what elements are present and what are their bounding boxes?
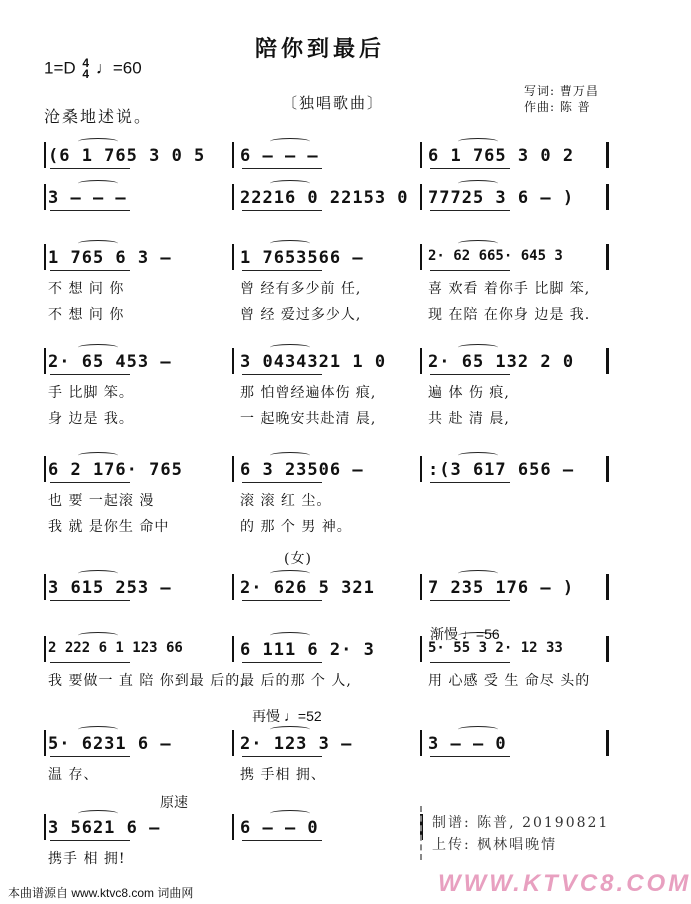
measure-notes: 2· 123 3 –	[240, 734, 353, 754]
slur	[270, 570, 310, 577]
notation-credit: 制谱: 陈普, 20190821	[432, 815, 610, 831]
barline	[606, 184, 609, 210]
slur	[78, 344, 118, 351]
barline	[606, 636, 609, 662]
slur	[78, 240, 118, 247]
lyric-line: 携 手相 拥、	[240, 767, 326, 783]
upload-credit: 上传: 枫林唱晚情	[432, 837, 558, 853]
barline	[606, 348, 609, 374]
barline	[44, 184, 46, 210]
watermark-logo: WWW.KTVC8.COM	[438, 870, 691, 897]
key-signature	[44, 58, 142, 80]
note-beam	[430, 600, 510, 601]
lyric-line: 遍 体 伤 痕,	[428, 385, 510, 401]
second-ritardando-marking	[252, 706, 322, 726]
barline	[44, 730, 46, 756]
note-beam	[242, 662, 322, 663]
lyric-line: 曾 经 爱过多少人,	[240, 307, 362, 323]
lyric-line: 不 想 问 你	[48, 281, 125, 297]
lyricist-credit: 写词: 曹万昌	[524, 84, 599, 98]
slur	[458, 138, 498, 145]
lyric-line: 的 那 个 男 神。	[240, 519, 352, 535]
measure-notes: 2· 626 5 321	[240, 578, 375, 598]
note-beam	[430, 374, 510, 375]
measure-notes: 3 0434321 1 0	[240, 352, 387, 372]
note-beam	[242, 756, 322, 757]
barline	[232, 636, 234, 662]
barline	[232, 730, 234, 756]
lyric-line: 一 起晚安共赴清 晨,	[240, 411, 377, 427]
measure-notes: 2· 62 665· 645 3	[428, 248, 563, 264]
slur	[270, 810, 310, 817]
note-beam	[50, 840, 130, 841]
measure-notes: 6 – – 0	[240, 818, 319, 838]
note-beam	[50, 270, 130, 271]
measure-notes: 3 – – 0	[428, 734, 507, 754]
measure-notes: (6 1 765 3 0 5	[48, 146, 206, 166]
note-beam	[430, 482, 510, 483]
barline	[232, 456, 234, 482]
lyric-line: 现 在陪 在你身 边是 我.	[428, 307, 591, 323]
measure-notes: 5· 55 3 2· 12 33	[428, 640, 563, 656]
measure-notes: 1 7653566 –	[240, 248, 364, 268]
time-top: 4	[82, 56, 90, 70]
lyric-line: 携手 相 拥!	[48, 851, 126, 867]
note-beam	[430, 756, 510, 757]
slur	[78, 138, 118, 145]
barline	[44, 636, 46, 662]
second-ritardando-label: 再慢	[252, 708, 280, 724]
lyric-line: 最 后的那 个 人,	[240, 673, 352, 689]
barline	[44, 244, 46, 270]
watermark-source: 本曲谱源自 www.ktvc8.com 词曲网	[8, 886, 194, 900]
composer-credit: 作曲: 陈 普	[524, 100, 591, 114]
note-beam	[50, 600, 130, 601]
note-beam	[50, 482, 130, 483]
measure-notes: 1 765 6 3 –	[48, 248, 172, 268]
slur	[458, 452, 498, 459]
time-bottom: 4	[82, 67, 90, 81]
slur	[78, 632, 118, 639]
barline	[420, 574, 422, 600]
slur	[270, 452, 310, 459]
barline	[606, 730, 609, 756]
measure-notes: 3 615 253 –	[48, 578, 172, 598]
note-beam	[430, 168, 510, 169]
note-beam	[50, 374, 130, 375]
barline	[420, 142, 422, 168]
barline	[420, 456, 422, 482]
note-beam	[50, 756, 130, 757]
lyric-line: 手 比脚 笨。	[48, 385, 134, 401]
time-signature	[82, 58, 89, 80]
note-beam	[430, 270, 510, 271]
slur	[270, 240, 310, 247]
female-part-marking: (女)	[284, 551, 312, 567]
barline	[232, 244, 234, 270]
barline	[44, 456, 46, 482]
lyric-line: 温 存、	[48, 767, 99, 783]
barline	[232, 184, 234, 210]
measure-notes: 7 235 176 – )	[428, 578, 575, 598]
note-beam	[50, 168, 130, 169]
ritardando-tempo: ♩=56	[461, 626, 500, 642]
measure-notes: 77725 3 6 – )	[428, 188, 575, 208]
measure-notes: 3 5621 6 –	[48, 818, 161, 838]
lyric-line: 也 要 一起滚 漫	[48, 493, 155, 509]
note-beam	[242, 600, 322, 601]
song-title: 陪你到最后	[254, 36, 385, 62]
measure-notes: 5· 6231 6 –	[48, 734, 172, 754]
measure-notes: :(3 617 656 –	[428, 460, 575, 480]
note-beam	[430, 210, 510, 211]
lyric-line: 我 就 是你生 命中	[48, 519, 170, 535]
barline	[232, 574, 234, 600]
ritardando-label: 渐慢	[430, 626, 458, 642]
barline	[44, 814, 46, 840]
note-beam	[50, 210, 130, 211]
barline	[606, 142, 609, 168]
slur	[458, 240, 498, 247]
barline	[44, 142, 46, 168]
barline	[606, 574, 609, 600]
slur	[270, 344, 310, 351]
ritardando-marking	[430, 624, 500, 644]
slur	[458, 726, 498, 733]
slur	[458, 180, 498, 187]
measure-notes: 6 1 765 3 0 2	[428, 146, 575, 166]
slur	[78, 810, 118, 817]
slur	[270, 726, 310, 733]
barline	[232, 348, 234, 374]
lyric-line: 用 心感 受 生 命尽 头的	[428, 673, 591, 689]
measure-notes: 22216 0 22153 0	[240, 188, 409, 208]
slur	[78, 180, 118, 187]
measure-notes: 2· 65 453 –	[48, 352, 172, 372]
slur	[458, 344, 498, 351]
note-beam	[430, 662, 510, 663]
barline	[420, 244, 422, 270]
slur	[270, 180, 310, 187]
slur	[78, 726, 118, 733]
note-beam	[50, 662, 130, 663]
measure-notes: 6 2 176· 765	[48, 460, 183, 480]
subtitle: 〔独唱歌曲〕	[282, 94, 385, 112]
lyric-line: 那 怕曾经遍体伤 痕,	[240, 385, 377, 401]
slur	[78, 452, 118, 459]
tempo-marking: ♩=60	[95, 58, 142, 78]
lyric-line: 不 想 问 你	[48, 307, 125, 323]
barline	[606, 456, 609, 482]
slur	[270, 138, 310, 145]
barline	[420, 348, 422, 374]
measure-notes: 6 3 23506 –	[240, 460, 364, 480]
barline	[232, 142, 234, 168]
note-beam	[242, 168, 322, 169]
barline	[420, 730, 422, 756]
lyric-line: 喜 欢看 着你手 比脚 笨,	[428, 281, 591, 297]
lyric-line: 共 赴 清 晨,	[428, 411, 510, 427]
performance-instruction: 沧桑地述说。	[44, 107, 153, 126]
measure-notes: 2 222 6 1 123 66	[48, 640, 183, 656]
note-beam	[242, 840, 322, 841]
note-beam	[242, 210, 322, 211]
measure-notes: 3 – – –	[48, 188, 127, 208]
lyric-line: 我 要做一 直 陪 你到最 后的,	[48, 673, 246, 689]
slur	[458, 570, 498, 577]
measure-notes: 6 111 6 2· 3	[240, 640, 375, 660]
measure-notes: 2· 65 132 2 0	[428, 352, 575, 372]
slur	[78, 570, 118, 577]
note-beam	[242, 482, 322, 483]
barline	[232, 814, 234, 840]
barline	[420, 184, 422, 210]
note-beam	[242, 270, 322, 271]
lyric-line: 身 边是 我。	[48, 411, 134, 427]
barline	[420, 636, 422, 662]
a-tempo-marking: 原速	[160, 794, 188, 810]
second-ritardando-tempo: ♩=52	[283, 708, 322, 724]
barline	[44, 348, 46, 374]
lyric-line: 滚 滚 红 尘。	[240, 493, 332, 509]
key-label: 1=D	[44, 58, 76, 78]
barline	[606, 244, 609, 270]
measure-notes: 6 – – –	[240, 146, 319, 166]
note-beam	[242, 374, 322, 375]
barline	[44, 574, 46, 600]
lyric-line: 曾 经有多少前 任,	[240, 281, 362, 297]
slur	[270, 632, 310, 639]
